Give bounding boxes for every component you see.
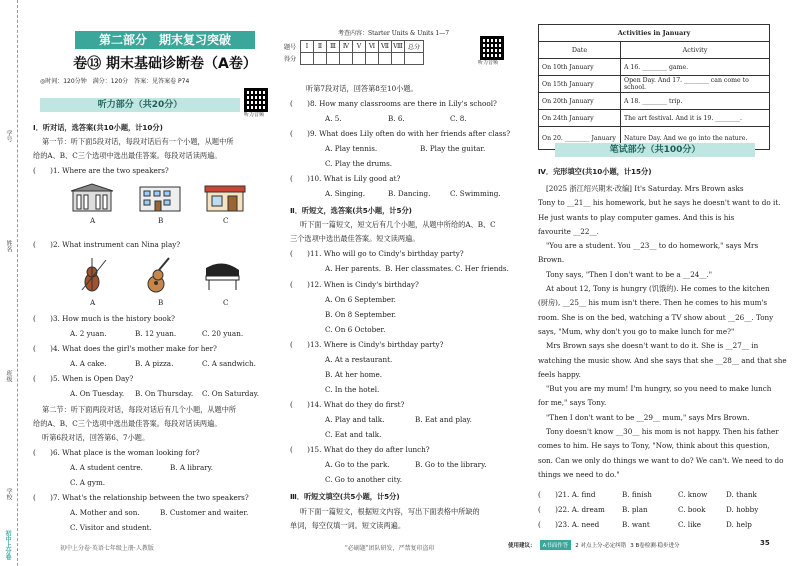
passage-line: At about 12, Tony is hungry (饥饿的). He comes to the kitchen: [546, 284, 770, 294]
middle-footer: "必刷题"团队研发，严禁复印盗印: [345, 545, 435, 552]
section-2-title: Ⅱ．听短文，选答案(共5小题，计5分): [290, 206, 412, 215]
activity-date: On 15th January: [539, 76, 621, 93]
q5-option-b: B. On Thursday.: [135, 389, 194, 398]
guitar-icon: [145, 256, 173, 294]
shop-building-icon: [203, 183, 248, 213]
table-row: [539, 110, 770, 127]
activities-table: [538, 24, 770, 150]
question-10: ( )10. What is Lily good at?: [290, 174, 401, 183]
q22-option-b: B. plan: [622, 505, 648, 514]
activity-desc[interactable]: The art festival. And it is 19. ________.: [621, 110, 770, 127]
label-school: 学校: [5, 488, 12, 500]
margin-logo: 初中上分卷: [4, 530, 11, 560]
score-cell[interactable]: [340, 53, 353, 65]
q1-label-c: C: [223, 216, 229, 225]
q6-option-b: B. A library.: [170, 463, 214, 472]
q11-option-b: B. Her classmates.: [385, 264, 454, 273]
passage-line: Tony to __21__ his homework, but he says he doesn't want to do it.: [538, 198, 781, 208]
q23-option-d: D. help: [726, 520, 752, 529]
score-row2-label: 得分: [283, 56, 297, 63]
q23-option-c: C. like: [678, 520, 702, 529]
q5-option-c: C. On Saturday.: [202, 389, 260, 398]
activities-header-date: Date: [539, 42, 621, 59]
page-title: 卷⑬ 期末基础诊断卷（A卷）: [73, 56, 257, 72]
q15-option-c: C. Go to another city.: [325, 475, 403, 484]
written-heading: 笔试部分（共100分）: [555, 143, 755, 157]
passage-line: "Then I don't want to be __29__ mum," says Mrs Brown.: [546, 412, 750, 422]
passage-line: Tony says, "Then I don't want to be a __24__.": [546, 269, 713, 279]
section-2-intro-1: 第二节：听下面两段对话，每段对话后有几个小题，从题中所: [42, 405, 237, 414]
question-2: ( )2. What instrument can Nina play?: [33, 240, 181, 249]
q21-option-b: B. finish: [622, 490, 652, 499]
scope-line: 考查内容：Starter Units & Units 1—7: [338, 30, 450, 37]
binding-strip: [0, 0, 22, 566]
passage-line: Tony doesn't know __30__ his mom is not happy. Then his father: [546, 427, 779, 437]
listening-heading: 听力部分（共20分）: [40, 98, 240, 112]
passage-line: "But you are my mum! I'm hungry, so you need to make lunch: [546, 384, 772, 394]
table-row: [539, 76, 770, 93]
score-cell[interactable]: [353, 53, 366, 65]
score-cell[interactable]: [301, 53, 314, 65]
q21-option-c: C. know: [678, 490, 708, 499]
qr-code-icon-2[interactable]: [480, 36, 504, 60]
q11-option-c: C. Her friends.: [455, 264, 509, 273]
q10-option-a: A. Singing.: [325, 189, 366, 198]
label-student-id: 学号: [5, 130, 12, 142]
passage-line: feels happy.: [538, 369, 581, 379]
score-col: Ⅱ: [314, 41, 327, 53]
activity-desc[interactable]: A 16. ________ game.: [621, 59, 770, 76]
usage-footer: [508, 540, 680, 550]
passage-line: He just wants to play computer games. And this is his: [538, 212, 735, 222]
score-col: Ⅷ: [392, 41, 405, 53]
part-banner: 第二部分 期末复习突破: [75, 31, 255, 49]
q2-label-b: B: [158, 298, 164, 307]
activities-header-activity: Activity: [621, 42, 770, 59]
label-class: 班级: [5, 370, 12, 382]
usage-step-1: A书面作答: [540, 540, 572, 550]
exam-info: ◎时间：120分钟 满分：120分 答案：见答案卷 P74: [40, 78, 190, 85]
score-col: Ⅴ: [353, 41, 366, 53]
score-cell[interactable]: [327, 53, 340, 65]
q14-option-a: A. Play and talk.: [325, 415, 385, 424]
page-number: 35: [760, 539, 770, 547]
q2-label-a: A: [90, 298, 96, 307]
usage-step-3: 3 B卷检测·稳步进分: [630, 543, 680, 549]
q3-option-a: A. 2 yuan.: [70, 329, 107, 338]
q22-stem: ( )22. A. dream: [538, 505, 605, 514]
q8-option-b: B. 6.: [388, 114, 405, 123]
q1-label-b: B: [158, 216, 164, 225]
q10-option-c: C. Swimming.: [450, 189, 501, 198]
passage-line: "You are a student. You __23__ to do homework," says Mrs: [546, 241, 759, 251]
q11-option-a: A. Her parents.: [325, 264, 382, 273]
q7-option-b: B. Customer and waiter.: [160, 508, 249, 517]
q23-option-b: B. want: [622, 520, 650, 529]
question-12: ( )12. When is Cindy's birthday?: [290, 280, 419, 289]
question-8: ( )8. How many classrooms are there in Lily's school?: [290, 99, 497, 108]
question-14: ( )14. What do they do first?: [290, 400, 405, 409]
section-2-line-1: 听下面一篇短文，短文后有几个小题，从题中所给的A、B、C: [300, 220, 496, 229]
q13-option-b: B. At her home.: [325, 370, 383, 379]
passage-line: says, "Mum, why don't you go to make lunch for me?": [538, 326, 735, 336]
q13-option-c: C. In the hotel.: [325, 385, 380, 394]
q10-option-b: B. Dancing.: [388, 189, 431, 198]
passage-line: for me," says Tony.: [538, 398, 607, 408]
passage-line: son. Can we only do things we want to do? We can't. We need to do: [538, 455, 784, 465]
q6-option-a: A. A student centre.: [70, 463, 143, 472]
passage-line: favourite __22__.: [538, 226, 599, 236]
question-9: ( )9. What does Lily often do with her friends after class?: [290, 129, 511, 138]
q3-option-c: C. 20 yuan.: [202, 329, 244, 338]
piano-icon: [203, 258, 243, 292]
passage-line: [2025 浙江绍兴期末·改编] It's Saturday. Mrs Brown asks: [546, 184, 744, 193]
score-col-total: 总分: [405, 41, 424, 53]
q7-option-a: A. Mother and son.: [70, 508, 140, 517]
section-2-line-2: 三个选项中选出最佳答案。短文读两遍。: [290, 234, 420, 243]
question-5: ( )5. When is Open Day?: [33, 374, 134, 383]
passage-line: things we need to do.": [538, 469, 620, 479]
q4-option-b: B. A pizza.: [135, 359, 174, 368]
section-1-intro-2: 给的A、B、C三个选项中选出最佳答案。每段对话读两遍。: [33, 151, 222, 160]
activity-date: On 10th January: [539, 59, 621, 76]
score-col: Ⅳ: [340, 41, 353, 53]
passage-line: (厨房), __25__ his mum isn't there. Then he comes to his mum's: [538, 298, 768, 308]
score-col: Ⅲ: [327, 41, 340, 53]
score-cell[interactable]: [405, 53, 424, 65]
section-4-title: Ⅳ．完形填空(共10小题，计15分): [538, 167, 652, 176]
library-building-icon: [70, 183, 115, 213]
activities-title: Activities in January: [539, 25, 770, 42]
section-1-intro-1: 第一节：听下面5段对话，每段对话后有一个小题，从题中所: [42, 137, 234, 146]
q7-option-c: C. Visitor and student.: [70, 523, 152, 532]
activity-desc: Nature Day. And we go into the nature.: [621, 127, 770, 150]
section-2-intro-2: 给的A、B、C三个选项中选出最佳答案。每段对话读两遍。: [33, 419, 222, 428]
activity-desc[interactable]: Open Day. And 17. ________ can come to school.: [621, 76, 770, 93]
q4-option-a: A. A cake.: [70, 359, 107, 368]
activity-desc[interactable]: A 18. ________ trip.: [621, 93, 770, 110]
qr-code-icon[interactable]: [244, 88, 268, 112]
q12-option-a: A. On 6 September.: [325, 295, 396, 304]
violin-icon: [80, 256, 108, 294]
question-11: ( )11. Who will go to Cindy's birthday party?: [290, 249, 464, 258]
section-3-title: Ⅲ．听短文填空(共5小题，计5分): [290, 492, 400, 501]
q6-option-c: C. A gym.: [70, 478, 106, 487]
q8-option-a: A. 5.: [325, 114, 342, 123]
q15-option-a: A. Go to the park.: [325, 460, 390, 469]
section-2-intro-3: 听第6段对话，回答第6、7小题。: [42, 433, 150, 442]
question-15: ( )15. What do they do after lunch?: [290, 445, 430, 454]
q4-option-c: C. A sandwich.: [202, 359, 256, 368]
question-7: ( )7. What's the relationship between the two speakers?: [33, 493, 249, 502]
q22-option-c: C. book: [678, 505, 706, 514]
score-table: [280, 40, 424, 65]
left-footer: 初中上分卷·英语七年级上册·人教版: [60, 545, 154, 552]
score-row1-label: 题号: [283, 44, 297, 51]
q9-option-b: B. Play the guitar.: [420, 144, 486, 153]
q1-label-a: A: [90, 216, 96, 225]
question-3: ( )3. How much is the history book?: [33, 314, 175, 323]
q9-option-c: C. Play the drums.: [325, 159, 393, 168]
q8-option-c: C. 8.: [450, 114, 467, 123]
section-1-title: Ⅰ．听对话，选答案(共10小题，计10分): [33, 123, 163, 132]
q13-option-a: A. At a restaurant.: [325, 355, 393, 364]
score-col: Ⅰ: [301, 41, 314, 53]
section-3-line-1: 听下面一篇短文，根据短文内容，写出下面表格中所缺的: [300, 507, 480, 516]
score-col: Ⅶ: [379, 41, 392, 53]
score-cell[interactable]: [392, 53, 405, 65]
passage-line: watching the music show. And she says that she __28__ and that she: [538, 355, 787, 365]
question-13: ( )13. Where is Cindy's birthday party?: [290, 340, 444, 349]
question-6: ( )6. What place is the woman looking for?: [33, 448, 200, 457]
q2-label-c: C: [223, 298, 229, 307]
fold-line: [17, 0, 18, 566]
score-cell[interactable]: [366, 53, 379, 65]
cloze-passage: [538, 182, 787, 482]
passage-line: Brown.: [538, 255, 565, 265]
score-cell[interactable]: [314, 53, 327, 65]
passage-line: comes to him. He says to Tony, "Now, think about this question,: [538, 441, 770, 451]
qr-caption: 听力音频: [244, 112, 265, 118]
activity-date: On 24th January: [539, 110, 621, 127]
school-building-icon: [138, 183, 183, 213]
activity-date: On 20th January: [539, 93, 621, 110]
passage-line: room. She is on the bed, watching a TV show about __26__. Tony: [538, 312, 774, 322]
q21-option-d: D. thank: [726, 490, 757, 499]
table-row: [539, 59, 770, 76]
score-cell[interactable]: [379, 53, 392, 65]
q14-option-b: B. Eat and play.: [415, 415, 472, 424]
q23-stem: ( )23. A. need: [538, 520, 600, 529]
qr-caption-2: 听力音频: [478, 60, 499, 66]
q15-option-b: B. Go to the library.: [415, 460, 487, 469]
intro-q8: 听第7段对话，回答第8至10小题。: [306, 84, 418, 93]
question-1: ( )1. Where are the two speakers?: [33, 166, 169, 175]
q22-option-d: D. hobby: [726, 505, 759, 514]
question-4: ( )4. What does the girl's mother make for her?: [33, 344, 217, 353]
q14-option-c: C. Eat and talk.: [325, 430, 382, 439]
table-row: [539, 93, 770, 110]
q3-option-b: B. 12 yuan.: [135, 329, 177, 338]
passage-line: Mrs Brown says she doesn't want to do it. She is __27__ in: [546, 341, 759, 351]
section-3-line-2: 单词，每空仅填一词。短文读两遍。: [290, 521, 406, 530]
label-name: 姓名: [5, 240, 12, 252]
usage-step-2: 2 对点上分·必定纠错: [575, 543, 627, 549]
q12-option-c: C. On 6 October.: [325, 325, 386, 334]
q5-option-a: A. On Tuesday.: [70, 389, 125, 398]
usage-label: 使用建议：: [508, 543, 536, 549]
q9-option-a: A. Play tennis.: [325, 144, 378, 153]
q12-option-b: B. On 8 September.: [325, 310, 397, 319]
score-col: Ⅵ: [366, 41, 379, 53]
activity-date[interactable]: On 20. ________ January: [539, 127, 621, 150]
q21-stem: ( )21. A. find: [538, 490, 596, 499]
